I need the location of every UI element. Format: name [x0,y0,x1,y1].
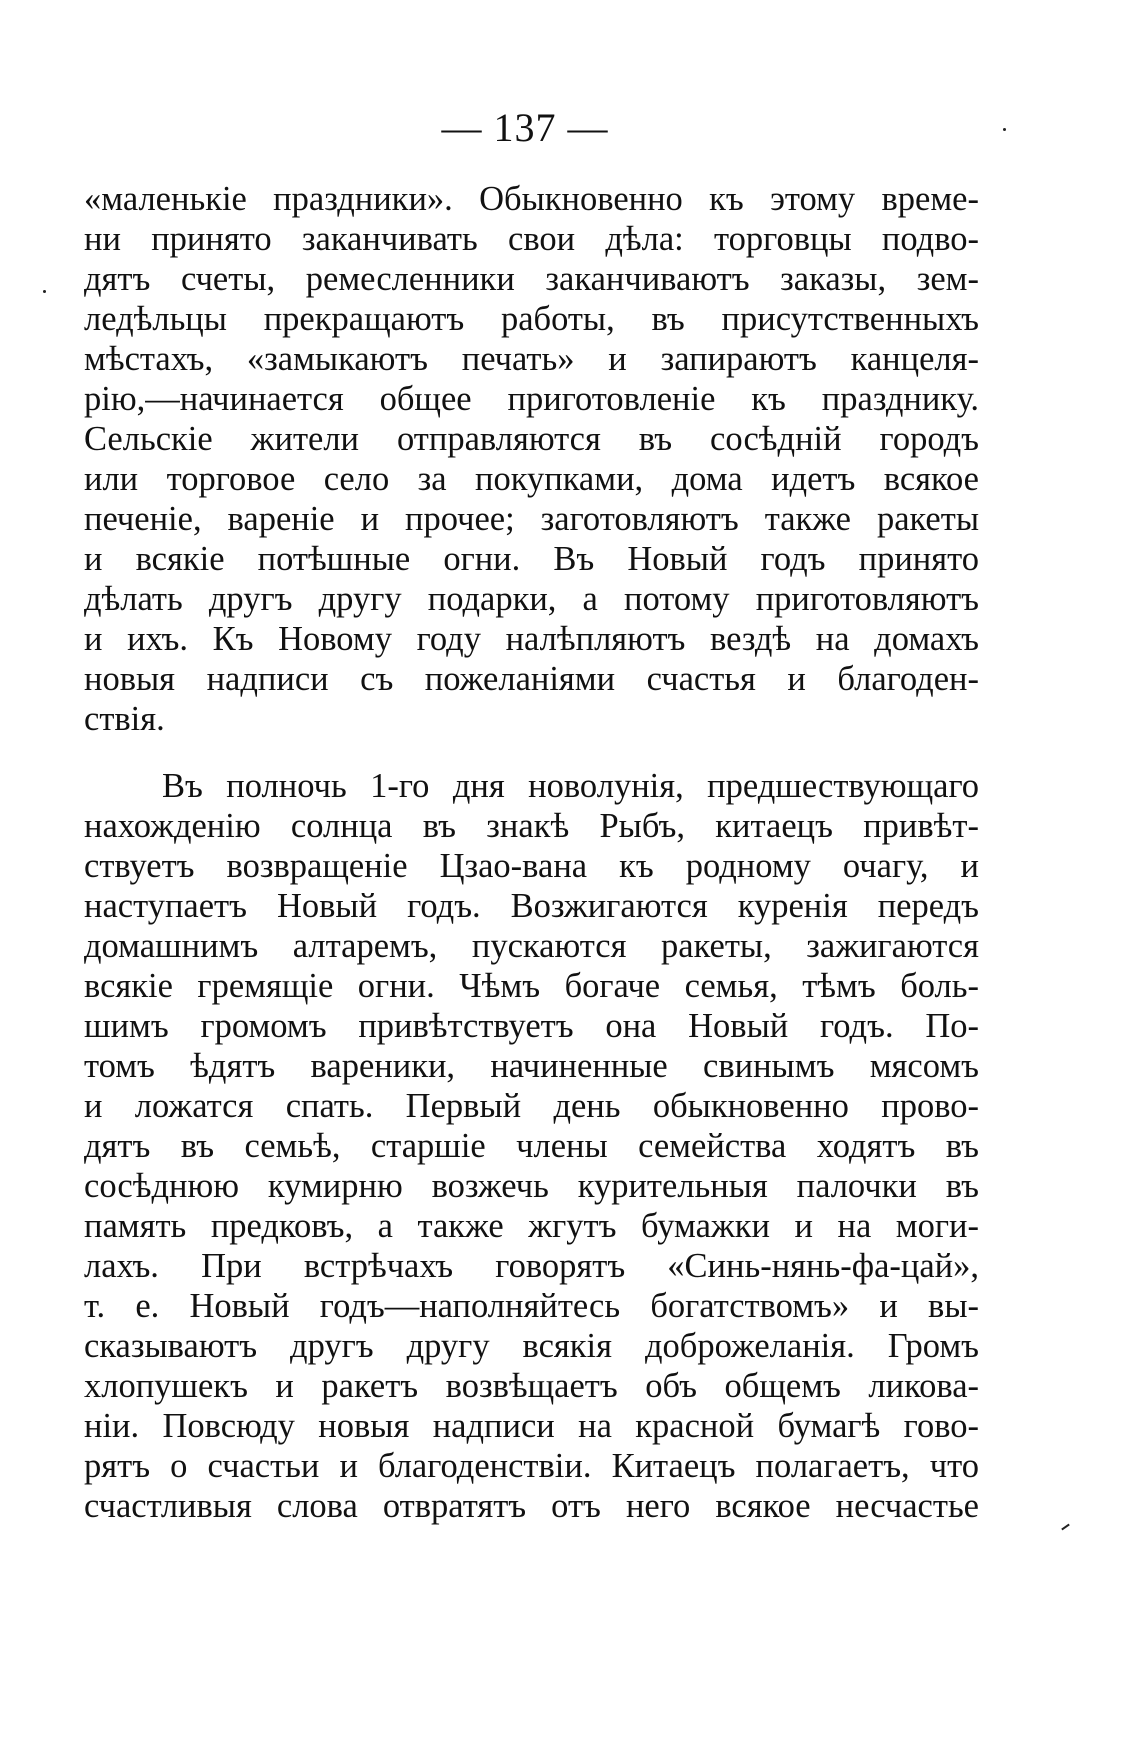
text-line: дѣлать другъ другу подарки, а потому приготовляютъ [84,580,979,618]
print-speck [1061,1524,1070,1531]
text-line: всякіе гремящіе огни. Чѣмъ богаче семья, тѣмъ боль- [84,967,979,1005]
text-line: дятъ въ семьѣ, старшіе члены семейства ходятъ въ [84,1127,979,1165]
text-line: «маленькіе праздники». Обыкновенно къ этому време- [84,180,979,218]
text-line: и всякіе потѣшные огни. Въ Новый годъ принято [84,540,979,578]
text-line: томъ ѣдятъ вареники, начиненные свинымъ мясомъ [84,1047,979,1085]
text-line: ствуетъ возвращеніе Цзао-вана къ родному очагу, и [84,847,979,885]
text-line: ствія. [84,700,165,738]
text-line: печеніе, вареніе и прочее; заготовляютъ также ракеты [84,500,979,538]
text-line: или торговое село за покупками, дома идетъ всякое [84,460,979,498]
text-line: Сельскіе жители отправляются въ сосѣдній городъ [84,420,979,458]
text-line: память предковъ, а также жгутъ бумажки и на моги- [84,1207,979,1245]
text-line: сосѣднюю кумирню возжечь курительныя палочки въ [84,1167,979,1205]
text-line: сказываютъ другъ другу всякія доброжеланія. Громъ [84,1327,979,1365]
print-speck [1003,128,1006,131]
text-line: хлопушекъ и ракетъ возвѣщаетъ объ общемъ ликова- [84,1367,979,1405]
print-speck [43,290,46,293]
text-line: ніи. Повсюду новыя надписи на красной бумагѣ гово- [84,1407,979,1445]
text-line: нахожденію солнца въ знакѣ Рыбъ, китаецъ привѣт- [84,807,979,845]
text-line: рятъ о счастьи и благоденствіи. Китаецъ полагаетъ, что [84,1447,979,1485]
text-line: лахъ. При встрѣчахъ говорятъ «Синь-нянь-фа-цай», [84,1247,979,1285]
text-line: ледѣльцы прекращаютъ работы, въ присутственныхъ [84,300,979,338]
text-line: Въ полночь 1-го дня новолунія, предшествующаго [162,767,979,805]
text-line: шимъ громомъ привѣтствуетъ она Новый годъ. По- [84,1007,979,1045]
text-line: и ложатся спать. Первый день обыкновенно прово- [84,1087,979,1125]
text-line: счастливыя слова отвратятъ отъ него всякое несчастье [84,1487,979,1525]
text-line: и ихъ. Къ Новому году налѣпляютъ вездѣ на домахъ [84,620,979,658]
text-line: новыя надписи съ пожеланіями счастья и благоден- [84,660,979,698]
text-line: дятъ счеты, ремесленники заканчиваютъ заказы, зем- [84,260,979,298]
text-line: ни принято заканчивать свои дѣла: торговцы подво- [84,220,979,258]
text-line: наступаетъ Новый годъ. Возжигаются куренія передъ [84,887,979,925]
text-line: рію,—начинается общее приготовленіе къ празднику. [84,380,979,418]
text-line: мѣстахъ, «замыкаютъ печать» и запираютъ канцеля- [84,340,979,378]
page-number: — 137 — [441,105,609,150]
text-line: домашнимъ алтаремъ, пускаются ракеты, зажигаются [84,927,979,965]
text-line: т. е. Новый годъ—наполняйтесь богатствомъ» и вы- [84,1287,979,1325]
